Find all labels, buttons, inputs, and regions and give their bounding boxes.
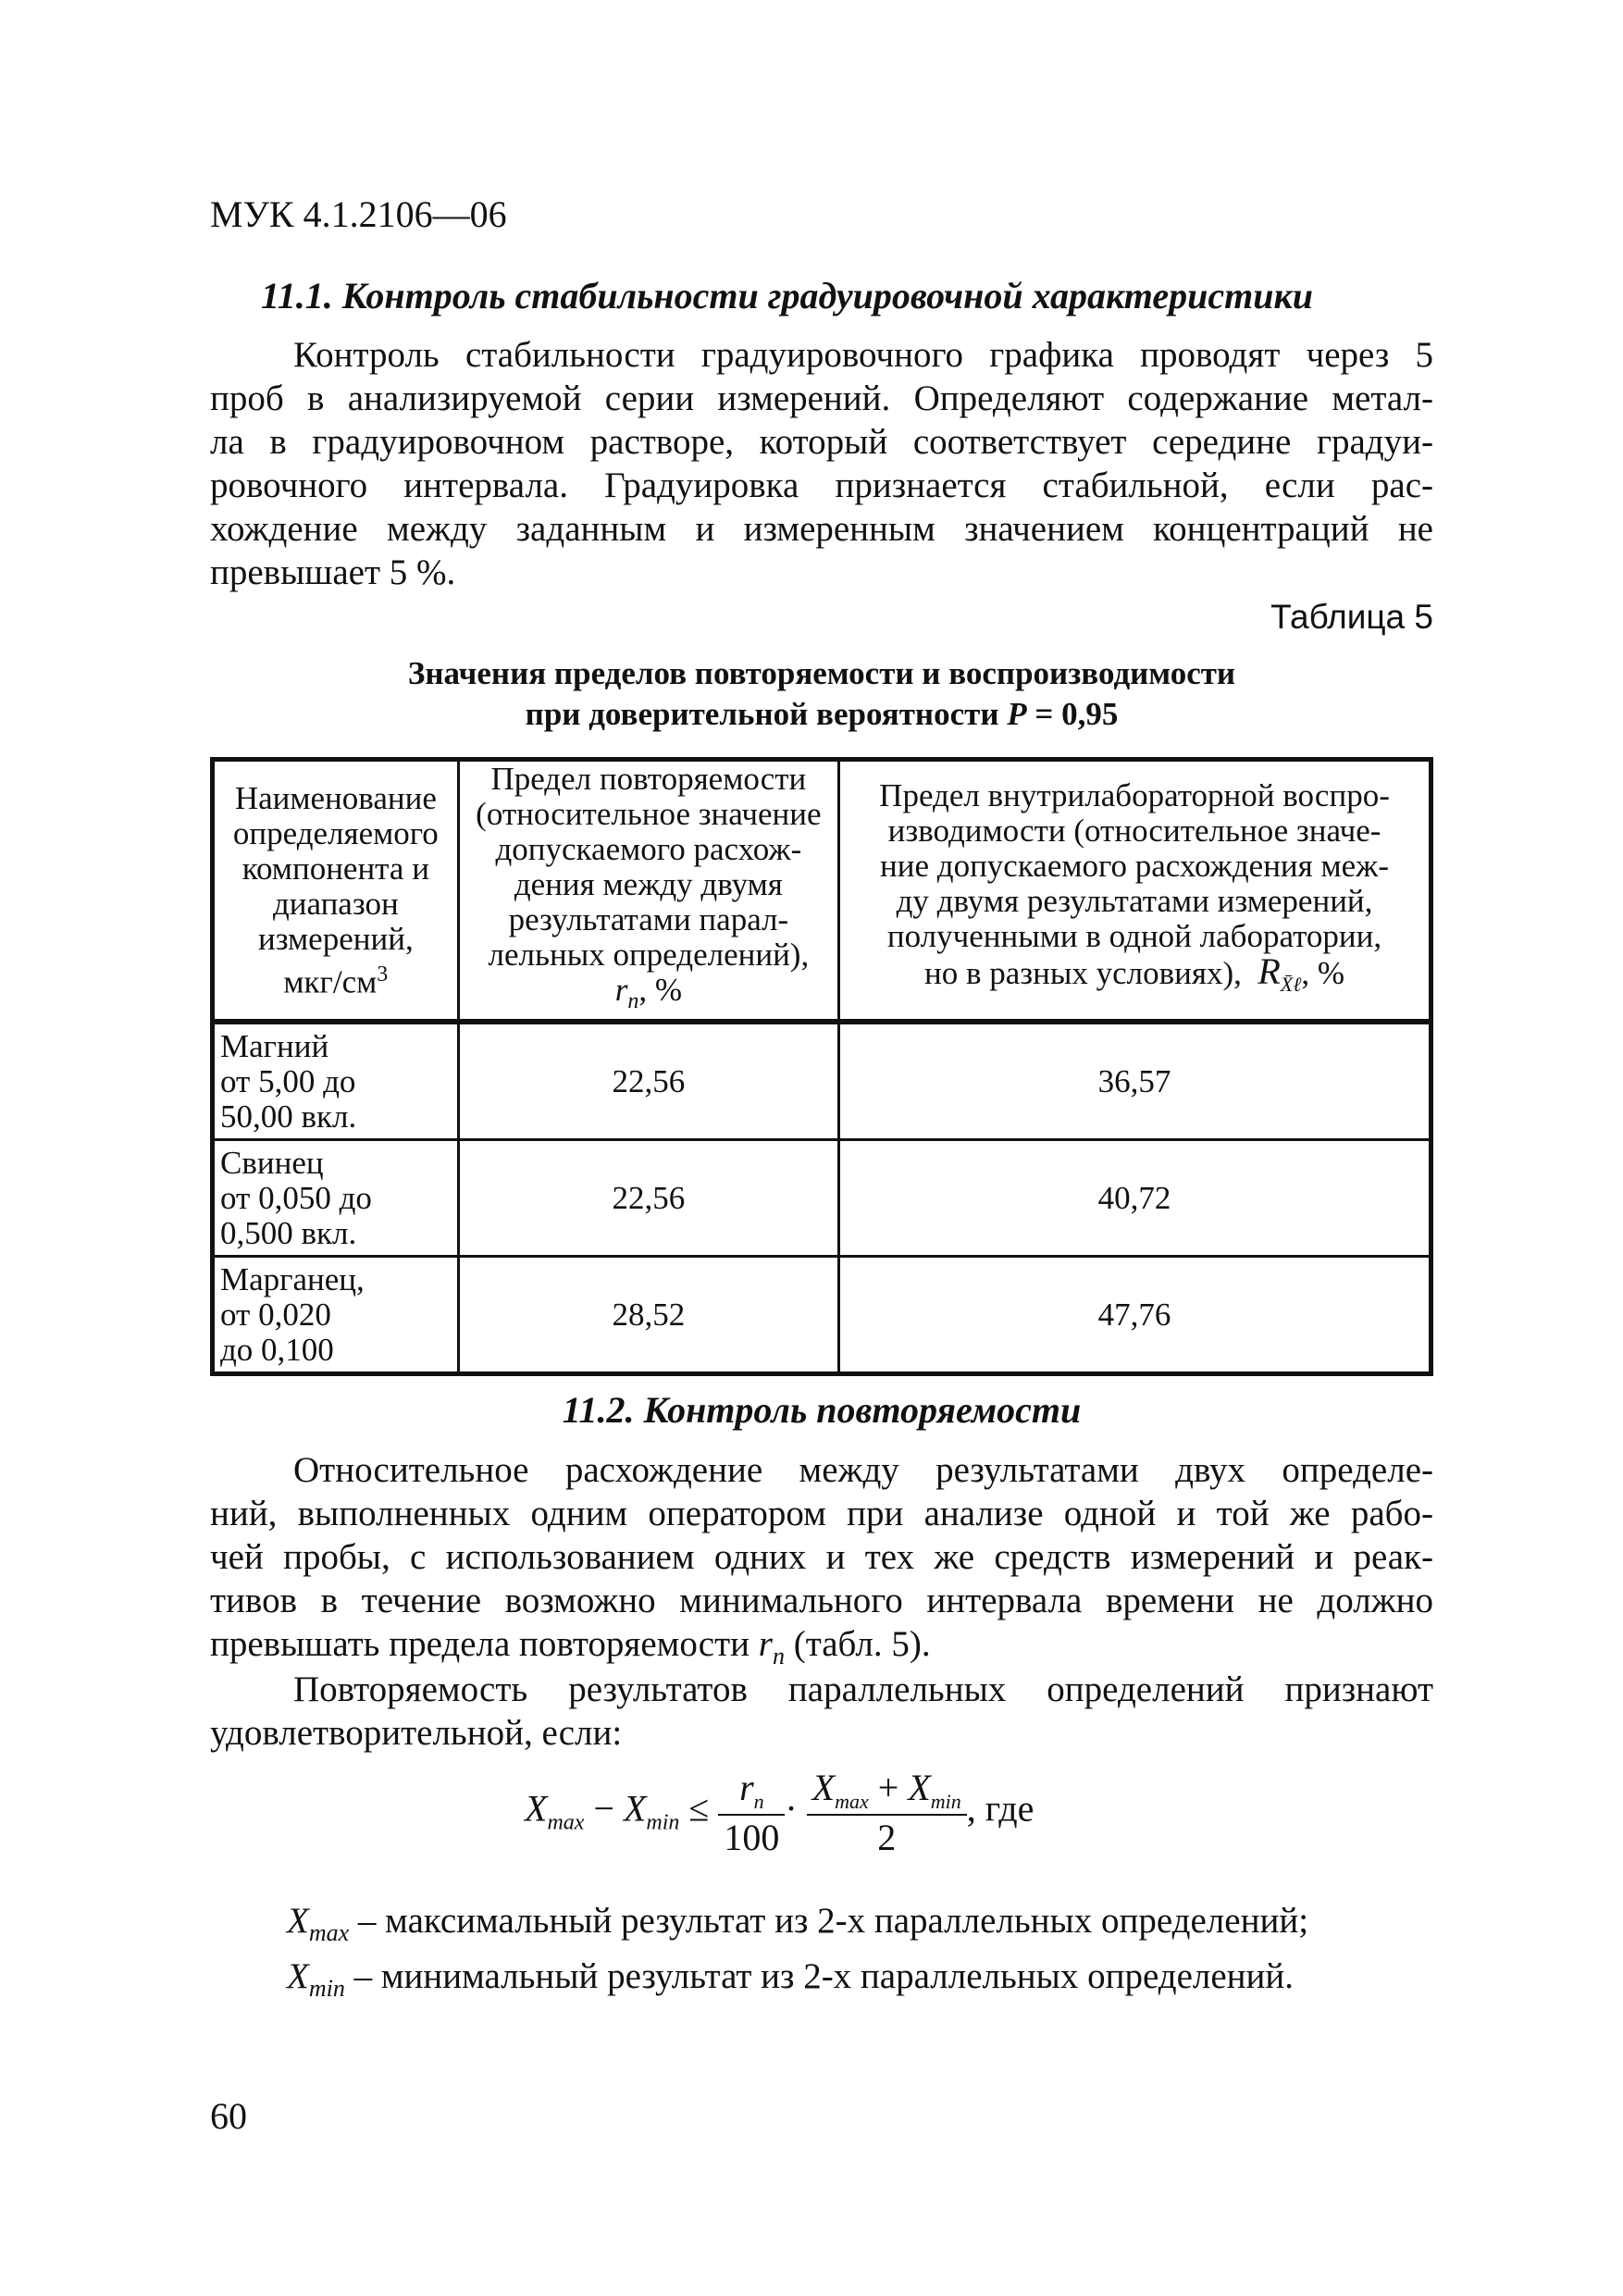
formula-definitions — [287, 1899, 1308, 2010]
table-caption-line: при доверительной вероятности P = 0,95 — [525, 696, 1119, 732]
paragraph-line: ний, выполненных одним оператором при анализе одной и той же рабо- — [210, 1494, 1433, 1533]
table-caption-line: Значения пределов повторяемости и воспроизводимости — [407, 655, 1236, 691]
section-11-1-title: 11.1. Контроль стабильности градуировочной характеристики — [261, 275, 1314, 316]
section-11-1-paragraph — [210, 333, 1433, 594]
table-row — [213, 1022, 1431, 1140]
paragraph-line: превышать предела повторяемости $r_n$ (табл. 5). — [210, 1624, 931, 1669]
paragraph-line: Повторяемость результатов параллельных определений признают — [293, 1669, 1433, 1709]
section-11-2-title: 11.2. Контроль повторяемости — [562, 1389, 1082, 1431]
paragraph-line: тивов в течение возможно минимального интервала времени не должно — [210, 1581, 1433, 1620]
component-cell: Магний от 5,00 до 50,00 вкл. — [213, 1022, 459, 1140]
component-cell: Свинец от 0,050 до 0,500 вкл. — [213, 1140, 459, 1257]
reproducibility-value: 47,76 — [839, 1257, 1431, 1374]
document-code: МУК 4.1.2106—06 — [210, 193, 507, 235]
paragraph-line: Относительное расхождение между результатами двух определе- — [293, 1450, 1433, 1490]
definition-xmax: $X_{max}$ – максимальный результат из 2-х параллельных определений; — [287, 1901, 1309, 1946]
repeatability-value: 22,56 — [458, 1140, 838, 1257]
section-11-2-paragraph-2 — [210, 1668, 1433, 1755]
paragraph-line: ла в градуировочном растворе, который соответствует середине градуи- — [210, 422, 1433, 462]
fraction-mean: $\frac{X_{max} + X_{min}}{2}$ — [807, 1766, 967, 1859]
definition-xmin: $X_{min}$ – минимальный результат из 2-х параллельных определений. — [287, 1955, 1295, 2002]
column-header-component: Наименование определяемого компонента и диапазон измерений, мкг/$см^3$ — [213, 760, 459, 1023]
column-header-reproducibility: Предел внутрилабораторной воспро- изводимости (относительное значе- ние допускаемого расхождения меж- ду двумя результатами измерений, полученными в одной лаборатории, но в разных условиях), $R_{X̄\ell}$, % — [839, 760, 1431, 1023]
table-row — [213, 1257, 1431, 1374]
reproducibility-value: 36,57 — [839, 1022, 1431, 1140]
paragraph-line: ровочного интервала. Градуировка признается стабильной, если рас- — [210, 465, 1433, 505]
page-number: 60 — [210, 2095, 247, 2137]
paragraph-line: проб в анализируемой серии измерений. Определяют содержание метал- — [210, 379, 1433, 418]
paragraph-line: Контроль стабильности градуировочного графика проводят через 5 — [293, 335, 1433, 375]
table-caption — [210, 653, 1433, 735]
column-header-repeatability: Предел повторяемости (относительное значение допускаемого расхож- дения между двумя результатами парал- лельных определений), $r_n$, % — [458, 760, 838, 1023]
paragraph-line: удовлетворительной, если: — [210, 1713, 623, 1753]
table-row — [213, 1140, 1431, 1257]
fraction-rn-over-100: $\frac{r_n}{100}$ — [718, 1766, 785, 1859]
paragraph-line: чей пробы, с использованием одних и тех же средств измерений и реак- — [210, 1537, 1433, 1577]
table-label: Таблица 5 — [1270, 598, 1433, 636]
repeatability-value: 22,56 — [458, 1022, 838, 1140]
table-5 — [210, 757, 1433, 1376]
component-cell: Марганец, от 0,020 до 0,100 — [213, 1257, 459, 1374]
paragraph-line: превышает 5 %. — [210, 552, 456, 592]
section-11-2-paragraph-1 — [210, 1448, 1433, 1678]
paragraph-line: хождение между заданным и измеренным значением концентраций не — [210, 509, 1433, 549]
reproducibility-value: 40,72 — [839, 1140, 1431, 1257]
table-header-row — [213, 760, 1431, 1023]
repeatability-value: 28,52 — [458, 1257, 838, 1374]
repeatability-formula: $X_{max} - X_{min}$ ≤ $\frac{r_n}{100}$ · $\frac{X_{max} + X_{min}}{2}$ , где — [525, 1767, 1035, 1858]
